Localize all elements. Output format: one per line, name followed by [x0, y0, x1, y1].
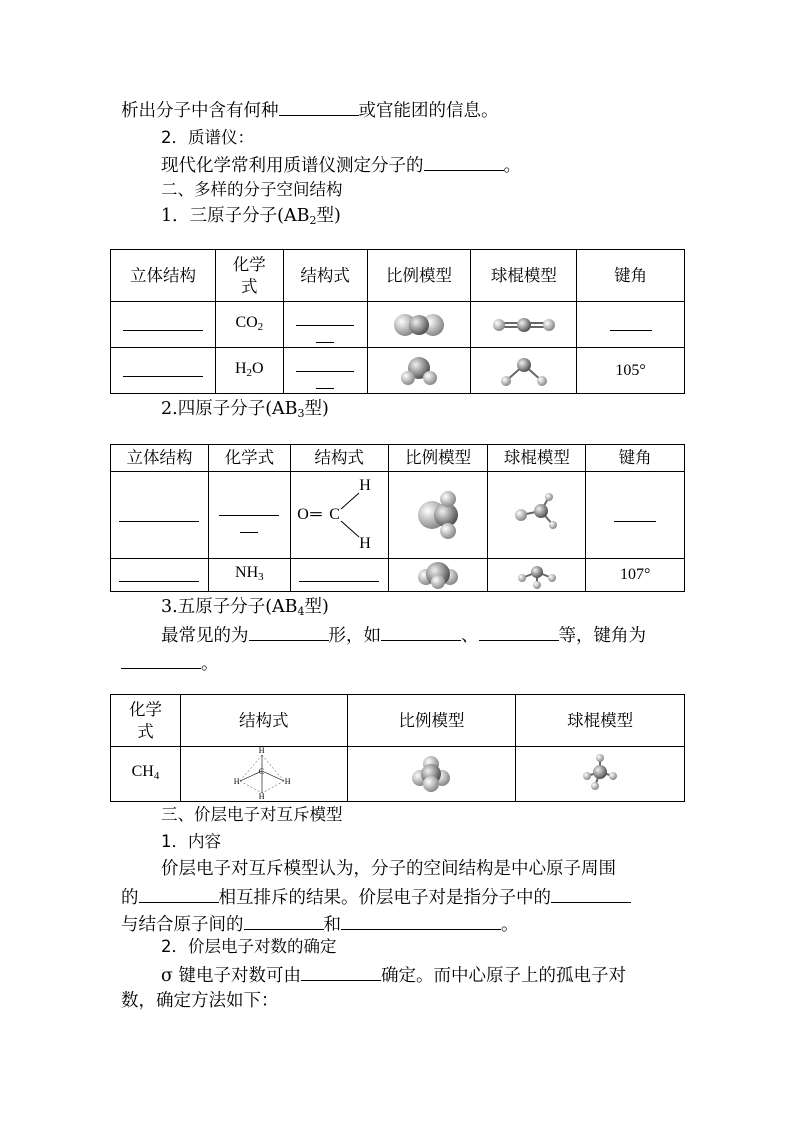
header-cell: 立体结构	[111, 250, 216, 302]
header-cell: 比例模型	[347, 695, 516, 747]
header-cell: 比例模型	[388, 445, 488, 472]
structure-blank	[283, 348, 367, 394]
subheading-content: 1．内容	[161, 832, 221, 851]
header-cell: 立体结构	[111, 445, 209, 472]
space-filling-model-nh3	[388, 559, 488, 592]
space-filling-ch2o-image	[408, 485, 468, 545]
paragraph-count-1: σ 键电子对数可由 确定。而中心原子上的孤电子对	[161, 962, 626, 988]
table-row	[111, 559, 685, 592]
space-filling-model-ch2o	[388, 472, 488, 559]
table-header-row	[111, 445, 685, 472]
heading-mass-spec: 2．质谱仪：	[161, 128, 254, 147]
header-cell: 结构式	[180, 695, 347, 747]
angle-blank	[586, 472, 685, 559]
header-cell: 键角	[577, 250, 685, 302]
header-cell: 球棍模型	[471, 250, 577, 302]
blank-cell	[111, 348, 216, 394]
structure-ch4: H C H H H	[180, 747, 347, 802]
structure-blank	[290, 559, 388, 592]
header-cell: 球棍模型	[488, 445, 586, 472]
paragraph-count-2: 数，确定方法如下：	[121, 991, 279, 1011]
space-filling-model-h2o	[367, 348, 471, 394]
header-cell: 球棍模型	[516, 695, 685, 747]
angle-value: 107°	[586, 559, 685, 592]
table-row	[111, 747, 685, 802]
header-cell: 化学式	[208, 445, 290, 472]
subheading-ab4: 3.五原子分子($AB_4$型)	[161, 597, 329, 618]
table-header-row	[111, 695, 685, 747]
paragraph-vsepr-1: 价层电子对互斥模型认为，分子的空间结构是中心原子周围	[161, 859, 616, 879]
ball-stick-ch4-image	[575, 752, 625, 796]
formula-h2o: $H_2O$	[215, 348, 283, 394]
blank-cell	[111, 472, 209, 559]
table-header-row	[111, 250, 685, 302]
blank	[279, 97, 359, 116]
table-row	[111, 348, 685, 394]
header-cell: 化学 式	[215, 250, 283, 302]
paragraph-vsepr-2: 的 相互排斥的结果。价层电子对是指分子中的	[121, 884, 631, 910]
subheading-count: 2．价层电子对数的确定	[161, 937, 337, 956]
table-row	[111, 302, 685, 348]
header-cell: 结构式	[283, 250, 367, 302]
formula-nh3: $NH_3$	[208, 559, 290, 592]
paragraph-ir: 析出分子中含有何种 或官能团的信息。	[121, 97, 499, 123]
space-filling-model-co2	[367, 302, 471, 348]
space-filling-co2-image	[389, 310, 449, 340]
formula-blank	[208, 472, 290, 559]
space-filling-nh3-image	[408, 560, 468, 590]
header-cell: 键角	[586, 445, 685, 472]
paragraph-ab4-cont: 。	[121, 650, 219, 676]
blank-cell	[111, 302, 216, 348]
paragraph-ab4: 最常见的为 形，如 、 等，键角为	[161, 622, 646, 648]
header-cell: 结构式	[290, 445, 388, 472]
ball-stick-model-nh3	[488, 559, 586, 592]
subheading-ab2: 1．三原子分子($AB_2$型)	[161, 206, 341, 227]
space-filling-h2o-image	[394, 353, 444, 389]
structure-blank	[283, 302, 367, 348]
space-filling-model-ch4	[347, 747, 516, 802]
blank	[424, 152, 504, 171]
header-cell: 比例模型	[367, 250, 471, 302]
ball-stick-nh3-image	[512, 560, 562, 590]
ball-stick-model-co2	[471, 302, 577, 348]
table-row	[111, 472, 685, 559]
table-ab4	[110, 694, 685, 802]
formula-ch4: $CH_4$	[111, 747, 181, 802]
paragraph-vsepr-3: 与结合原子间的 和 。	[121, 911, 519, 937]
ball-stick-ch2o-image	[507, 485, 567, 545]
formula-co2: $CO_2$	[215, 302, 283, 348]
angle-blank	[577, 302, 685, 348]
ball-stick-model-h2o	[471, 348, 577, 394]
subheading-ab3: 2.四原子分子($AB_3$型)	[161, 399, 329, 420]
structure-formaldehyde: O ═ C H H	[290, 472, 388, 559]
table-ab3	[110, 444, 685, 592]
ball-stick-model-ch2o	[488, 472, 586, 559]
space-filling-ch4-image	[406, 752, 456, 796]
ball-stick-model-ch4	[516, 747, 685, 802]
angle-value: 105°	[577, 348, 685, 394]
structure-bonds	[297, 475, 381, 555]
section-heading-2: 二、多样的分子空间结构	[161, 180, 343, 199]
section-heading-3: 三、价层电子对互斥模型	[161, 805, 343, 824]
paragraph-mass-spec: 现代化学常利用质谱仪测定分子的 。	[161, 152, 521, 178]
ball-stick-co2-image	[489, 313, 559, 337]
header-cell: 化学 式	[111, 695, 181, 747]
blank-cell	[111, 559, 209, 592]
ball-stick-h2o-image	[494, 353, 554, 389]
table-ab2	[110, 249, 685, 394]
